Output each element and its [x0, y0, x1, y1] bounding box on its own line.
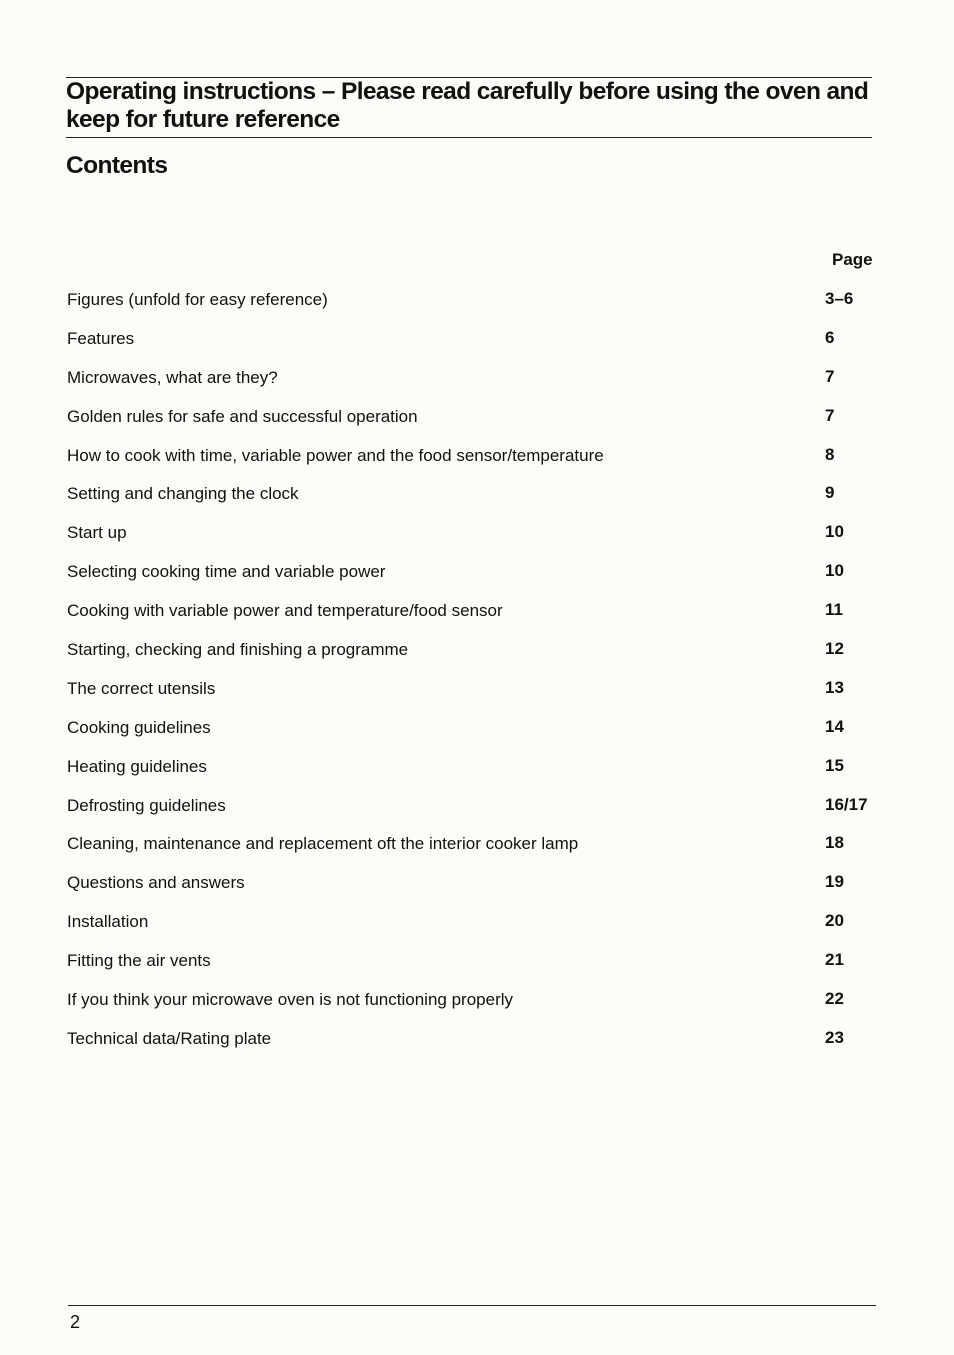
- toc-entry-label: Cleaning, maintenance and replacement oft the interior cooker lamp: [67, 834, 579, 854]
- toc-entry-label: Questions and answers: [67, 873, 245, 893]
- toc-entry-page: 7: [825, 366, 835, 386]
- toc-entry-label: Defrosting guidelines: [67, 795, 226, 815]
- toc-entry-label: Technical data/Rating plate: [67, 1028, 272, 1048]
- toc-entry-label: Features: [67, 328, 135, 348]
- toc-entry[interactable]: [0, 945, 954, 984]
- toc-entry[interactable]: [0, 867, 954, 906]
- toc-entry-page: 19: [825, 872, 844, 892]
- toc-entry-page: 16/17: [825, 794, 868, 814]
- toc-entry[interactable]: [0, 828, 954, 867]
- toc-entry-label: Cooking guidelines: [67, 717, 211, 737]
- toc-entry-page: 10: [825, 561, 844, 581]
- toc-entry-label: The correct utensils: [67, 678, 216, 698]
- toc-entry-page: 21: [825, 950, 844, 970]
- page-number: 2: [70, 1312, 81, 1332]
- toc-entry-label: Cooking with variable power and temperature/food sensor: [67, 601, 503, 621]
- toc-entry[interactable]: [0, 440, 954, 479]
- toc-entry-label: Heating guidelines: [67, 756, 207, 776]
- toc-entry-page: 3–6: [825, 289, 854, 308]
- page-column-label: Page: [832, 250, 873, 269]
- toc-entry-page: 15: [825, 755, 844, 775]
- toc-entry[interactable]: [0, 673, 954, 712]
- toc-entry-page: 18: [825, 833, 844, 853]
- document-title: Operating instructions – Please read carefully before using the oven and keep for future reference: [66, 78, 869, 133]
- toc-entry[interactable]: [0, 362, 954, 401]
- toc-entry[interactable]: [0, 595, 954, 634]
- toc-entry[interactable]: [0, 284, 954, 323]
- toc-entry-label: Golden rules for safe and successful operation: [67, 406, 418, 426]
- toc-entry-label: Setting and changing the clock: [67, 484, 299, 504]
- toc-entry-page: 10: [825, 522, 844, 542]
- toc-entry-page: 20: [825, 911, 844, 931]
- toc-entry-page: 22: [825, 989, 844, 1009]
- toc-entry-page: 11: [825, 600, 843, 620]
- toc-entry[interactable]: [0, 984, 954, 1023]
- toc-entry-label: Selecting cooking time and variable power: [67, 562, 386, 582]
- toc-entry-page: 7: [825, 405, 835, 425]
- toc-entry[interactable]: [0, 906, 954, 945]
- toc-entry[interactable]: [0, 401, 954, 440]
- toc-entry-page: 13: [825, 677, 844, 697]
- toc-entry-label: Microwaves, what are they?: [67, 367, 278, 387]
- toc-entry-page: 9: [825, 483, 835, 503]
- toc-entry[interactable]: [0, 323, 954, 362]
- toc-entry-page: 14: [825, 716, 844, 736]
- toc-entry-label: Start up: [67, 523, 127, 543]
- toc-entry-label: If you think your microwave oven is not functioning properly: [67, 990, 514, 1010]
- toc-entry[interactable]: [0, 634, 954, 673]
- toc-entry[interactable]: [0, 556, 954, 595]
- toc-entry-page: 12: [825, 639, 844, 659]
- table-of-contents: [0, 284, 954, 1062]
- toc-entry-page: 23: [825, 1027, 844, 1047]
- toc-entry-label: Figures (unfold for easy reference): [67, 290, 328, 309]
- toc-entry-label: Starting, checking and finishing a programme: [67, 640, 409, 660]
- toc-entry-page: 6: [825, 327, 835, 347]
- toc-entry[interactable]: [0, 790, 954, 829]
- toc-entry[interactable]: [0, 712, 954, 751]
- toc-entry-page: 8: [825, 444, 835, 464]
- toc-entry-label: How to cook with time, variable power and the food sensor/temperature: [67, 445, 604, 465]
- toc-entry-label: Fitting the air vents: [67, 951, 211, 971]
- toc-entry[interactable]: [0, 517, 954, 556]
- footer-rule: [68, 1305, 876, 1306]
- title-underline-rule: [66, 137, 872, 138]
- toc-entry[interactable]: [0, 478, 954, 517]
- contents-heading: Contents: [66, 152, 168, 179]
- toc-entry-label: Installation: [67, 912, 149, 932]
- toc-entry[interactable]: [0, 751, 954, 790]
- toc-entry[interactable]: [0, 1023, 954, 1062]
